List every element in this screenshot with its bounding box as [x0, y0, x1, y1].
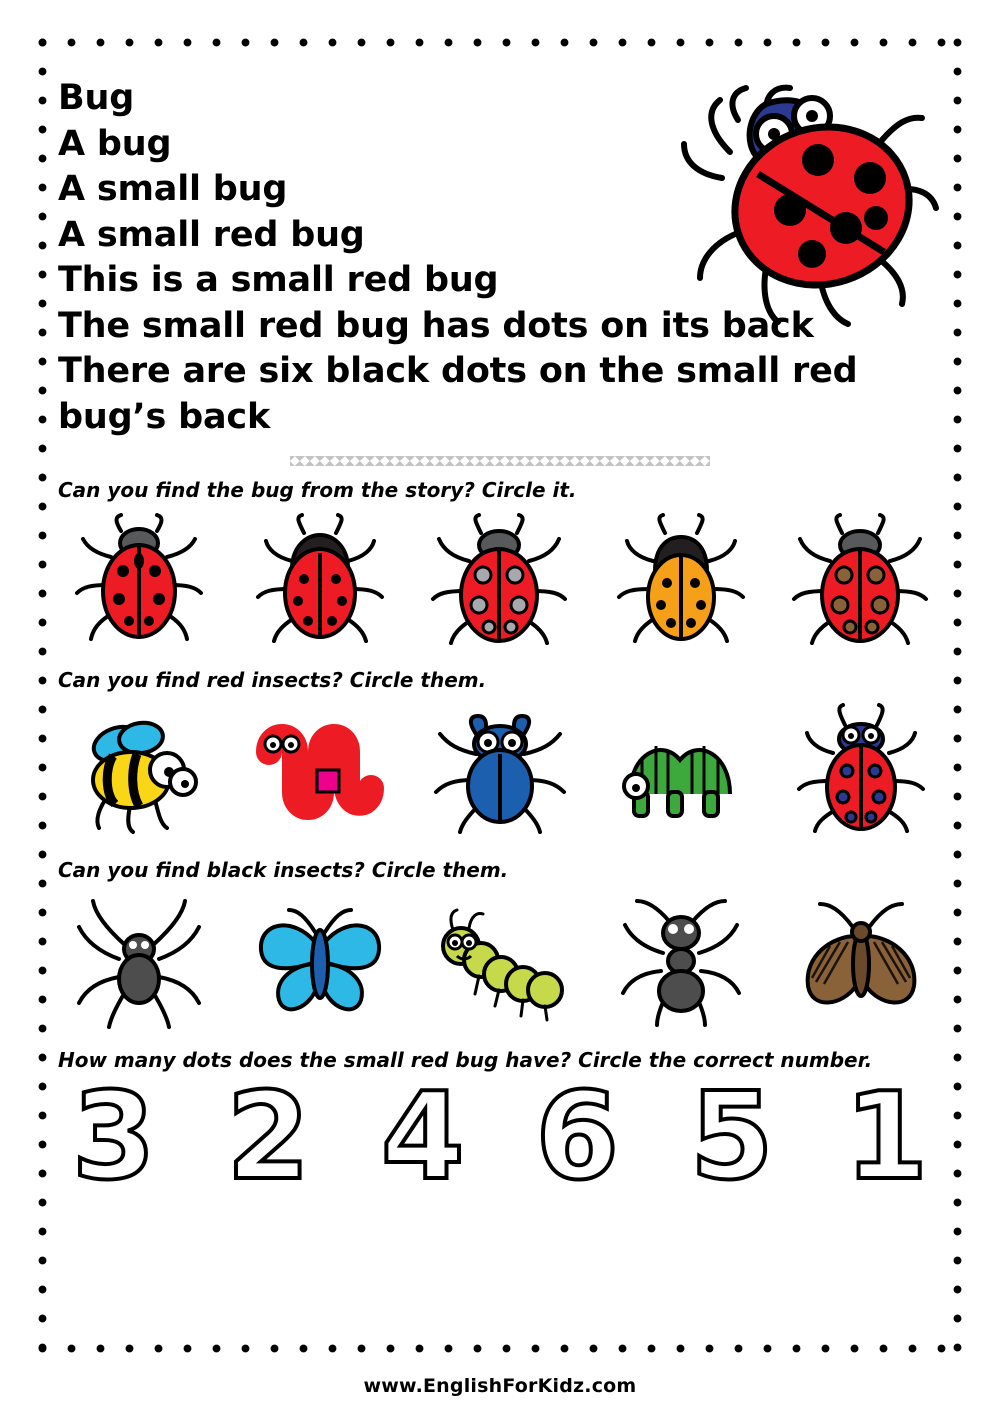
option-ladybug-red-striped[interactable] [64, 508, 214, 658]
option-spider[interactable] [64, 888, 214, 1038]
option-ladybug-orange-black-dots[interactable] [606, 508, 756, 658]
answer-row-1 [58, 508, 942, 658]
option-ladybug-red-gray-dots[interactable] [425, 508, 575, 658]
option-brown-moth[interactable] [786, 888, 936, 1038]
answer-row-2 [58, 698, 942, 848]
number-option-4[interactable]: 6 [535, 1068, 619, 1207]
number-option-5[interactable]: 5 [690, 1068, 774, 1207]
number-option-1[interactable]: 3 [72, 1068, 156, 1207]
border-top [38, 38, 962, 47]
story-block [58, 62, 942, 440]
footer-site-url: www.EnglishForKidz.com [363, 1375, 637, 1397]
option-blue-beetle[interactable] [425, 698, 575, 848]
task-prompt-2: Can you find red insects? Circle them. [58, 668, 487, 692]
number-option-2[interactable]: 2 [226, 1068, 310, 1207]
worksheet-content [58, 62, 942, 1335]
option-blue-butterfly[interactable] [245, 888, 395, 1038]
story-line-1: Bug [58, 78, 135, 118]
option-ant[interactable] [606, 888, 756, 1038]
border-right [953, 38, 962, 1353]
ladybug-illustration [670, 82, 950, 342]
option-ladybug-red-brown-dots[interactable] [786, 508, 936, 658]
story-line-2: A bug [58, 123, 172, 164]
option-green-caterpillar[interactable] [606, 698, 756, 848]
section-divider [290, 456, 710, 466]
story-line-4: A small red bug [58, 214, 365, 255]
story-line-6: The small red bug has dots on its back [58, 305, 814, 346]
option-ladybug-red-black-head[interactable] [245, 508, 395, 658]
border-left [38, 38, 47, 1353]
answer-row-3 [58, 888, 942, 1038]
number-option-3[interactable]: 4 [381, 1068, 465, 1207]
task-prompt-1: Can you find the bug from the story? Circle it. [58, 478, 577, 502]
option-green-caterpillar-yellow[interactable] [425, 888, 575, 1038]
option-red-ladybug[interactable] [786, 698, 936, 848]
task-prompt-4: How many dots does the small red bug have? Circle the correct number. [58, 1048, 873, 1072]
option-red-worm[interactable] [245, 698, 395, 848]
border-bottom [38, 1344, 962, 1353]
option-bee[interactable] [64, 698, 214, 848]
story-line-5: This is a small red bug [58, 260, 499, 300]
numbers-row [58, 1068, 942, 1207]
task-prompt-3: Can you find black insects? Circle them. [58, 858, 509, 882]
story-line-7: There are six black dots on the small red bug’s back [58, 351, 858, 437]
number-option-6[interactable]: 1 [844, 1068, 928, 1207]
story-line-3: A small bug [58, 169, 288, 209]
